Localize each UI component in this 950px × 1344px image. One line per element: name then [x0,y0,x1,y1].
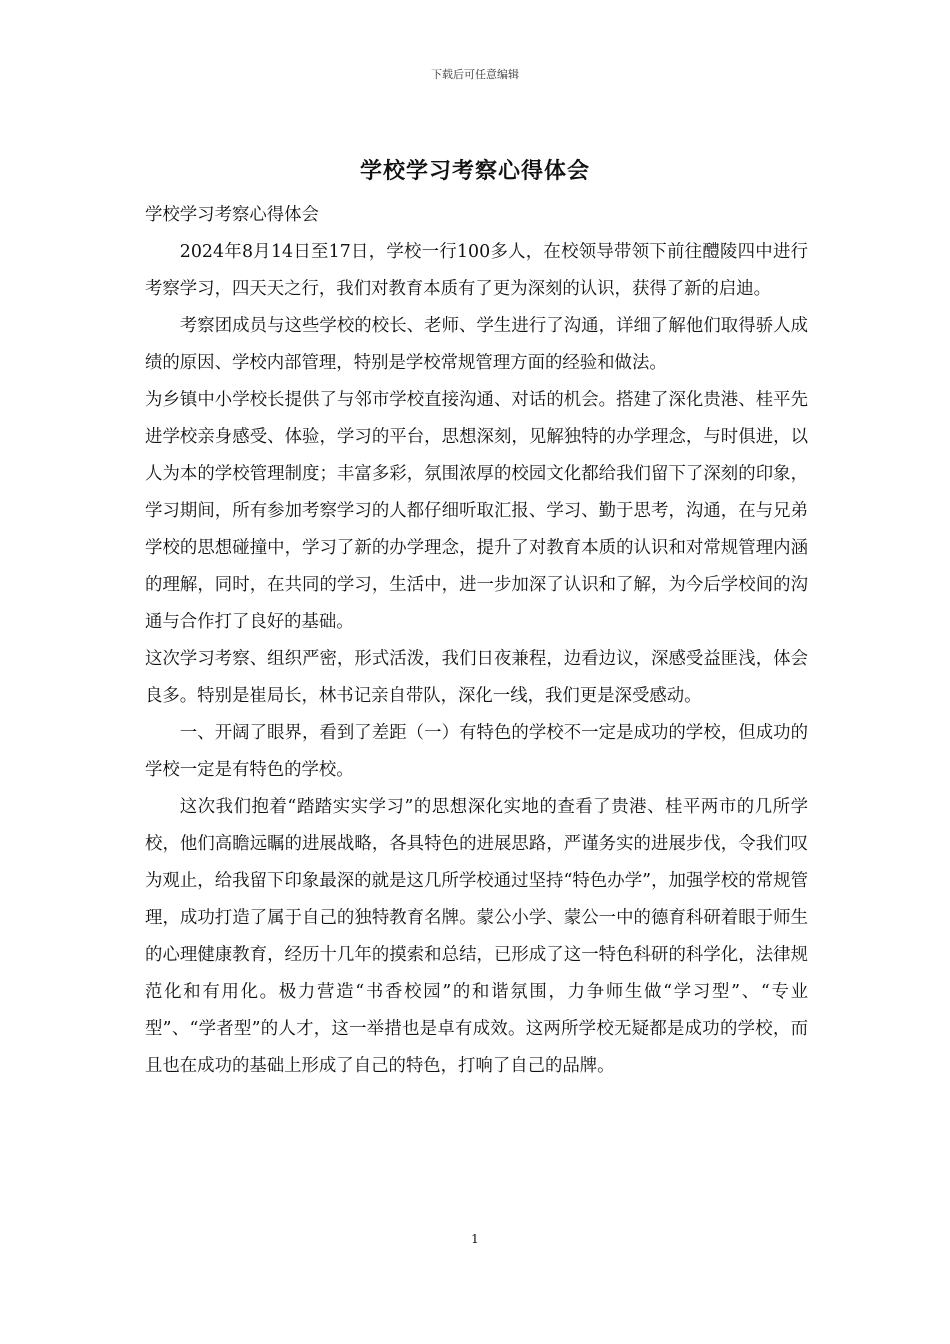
body-paragraph: 这次我们抱着“踏踏实实学习”的思想深化实地的查看了贵港、桂平两市的几所学校，他们高瞻远瞩的进展战略，各具特色的进展思路，严谨务实的进展步伐，令我们叹为观止，给我留下印象最深的就是这几所学校通过坚持“特色办学”，加强学校的常规管理，成功打造了属于自己的独特教育名牌。蒙公小学、蒙公一中的德育科研着眼于师生的心理健康教育，经历十几年的摸索和总结，已形成了这一特色科研的科学化，法律规范化和有用化。极力营造“书香校园”的和谐氛围，力争师生做“学习型”、“专业型”、“学者型”的人才，这一举措也是卓有成效。这两所学校无疑都是成功的学校，而且也在成功的基础上形成了自己的特色，打响了自己的品牌。 [145,797,808,1076]
document-title: 学校学习考察心得体会 [359,158,590,184]
body-paragraph: 为乡镇中小学校长提供了与邻市学校直接沟通、对话的机会。搭建了深化贵港、桂平先进学校亲身感受、体验，学习的平台，思想深刻，见解独特的办学理念，与时俱进，以人为本的学校管理制度；丰富多彩，氛围浓厚的校园文化都给我们留下了深刻的印象，学习期间，所有参加考察学习的人都仔细听取汇报、学习、勤于思考，沟通，在与兄弟学校的思想碰撞中，学习了新的办学理念，提升了对教育本质的认识和对常规管理内涵的理解，同时，在共同的学习，生活中，进一步加深了认识和了解，为今后学校间的沟通与合作打了良好的基础。 [145,390,808,632]
page-number: 1 [471,1232,479,1246]
section-heading-paragraph: 一、开阔了眼界，看到了差距（一）有特色的学校不一定是成功的学校，但成功的学校一定是有特色的学校。 [145,723,808,780]
body-paragraph: 2024年8月14日至17日，学校一行100多人，在校领导带领下前往醴陵四中进行考察学习，四天天之行，我们对教育本质有了更为深刻的认识，获得了新的启迪。 [145,242,808,299]
body-paragraph: 考察团成员与这些学校的校长、老师、学生进行了沟通，详细了解他们取得骄人成绩的原因、学校内部管理，特别是学校常规管理方面的经验和做法。 [145,316,808,373]
subtitle-paragraph: 学校学习考察心得体会 [145,205,319,225]
body-paragraph: 这次学习考察、组织严密，形式活泼，我们日夜兼程，边看边议，深感受益匪浅，体会良多。特别是崔局长，林书记亲自带队，深化一线，我们更是深受感动。 [145,649,808,706]
page-header-note: 下载后可任意编辑 [431,68,519,81]
document-body [145,197,808,1085]
